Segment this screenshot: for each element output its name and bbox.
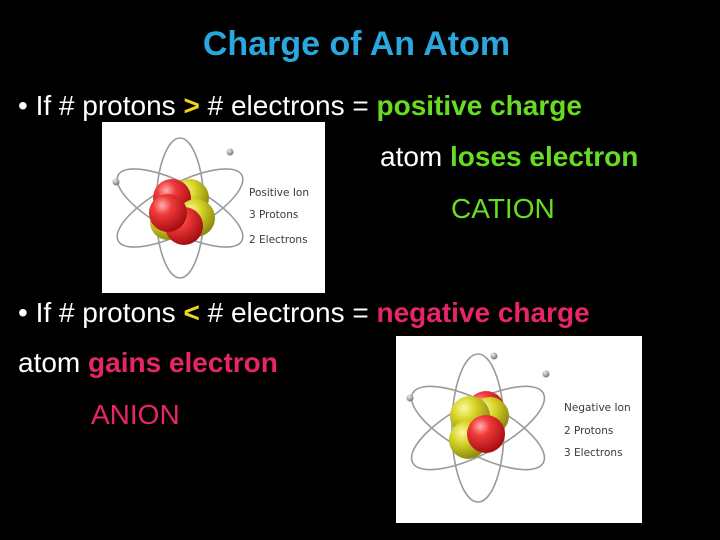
ion-type-label: Negative Ion (564, 402, 631, 414)
rule-middle: # electrons = (199, 90, 377, 121)
electron-count-label: 3 Electrons (564, 447, 623, 459)
cation-term: CATION (451, 193, 555, 224)
anion-term: ANION (91, 399, 180, 430)
less-than-operator: < (183, 297, 200, 328)
electron-icon (407, 395, 414, 402)
effect-prefix: atom (18, 347, 89, 378)
proton-count-label: 3 Protons (249, 209, 299, 221)
atom-nucleus-icon (149, 179, 215, 245)
rule-middle: # electrons = (199, 297, 377, 328)
positive-charge-text: positive charge (376, 90, 582, 121)
rule-prefix: If # protons (35, 297, 184, 328)
ion-type-label: Positive Ion (249, 187, 309, 199)
rule-prefix: If # protons (35, 90, 184, 121)
effect-prefix: atom (380, 141, 451, 172)
electron-icon (113, 179, 120, 186)
greater-than-operator: > (183, 90, 200, 121)
atom-nucleus-icon (449, 391, 509, 459)
proton-count-label: 2 Protons (564, 425, 614, 437)
bullet: • (18, 297, 36, 328)
gains-electron-text: gains electron (88, 347, 278, 378)
bullet: • (18, 90, 36, 121)
electron-icon (227, 149, 234, 156)
negative-ion-diagram (396, 336, 642, 523)
electron-icon (543, 371, 550, 378)
negative-rule-line (18, 296, 590, 330)
negative-effect-line (18, 346, 278, 380)
positive-effect-line (380, 140, 638, 174)
electron-icon (491, 353, 498, 360)
positive-ion-diagram (102, 122, 325, 293)
loses-electron-text: loses electron (450, 141, 639, 172)
negative-charge-text: negative charge (376, 297, 590, 328)
positive-rule-line (18, 89, 582, 123)
electron-count-label: 2 Electrons (249, 234, 308, 246)
slide-title: Charge of An Atom (202, 25, 511, 63)
